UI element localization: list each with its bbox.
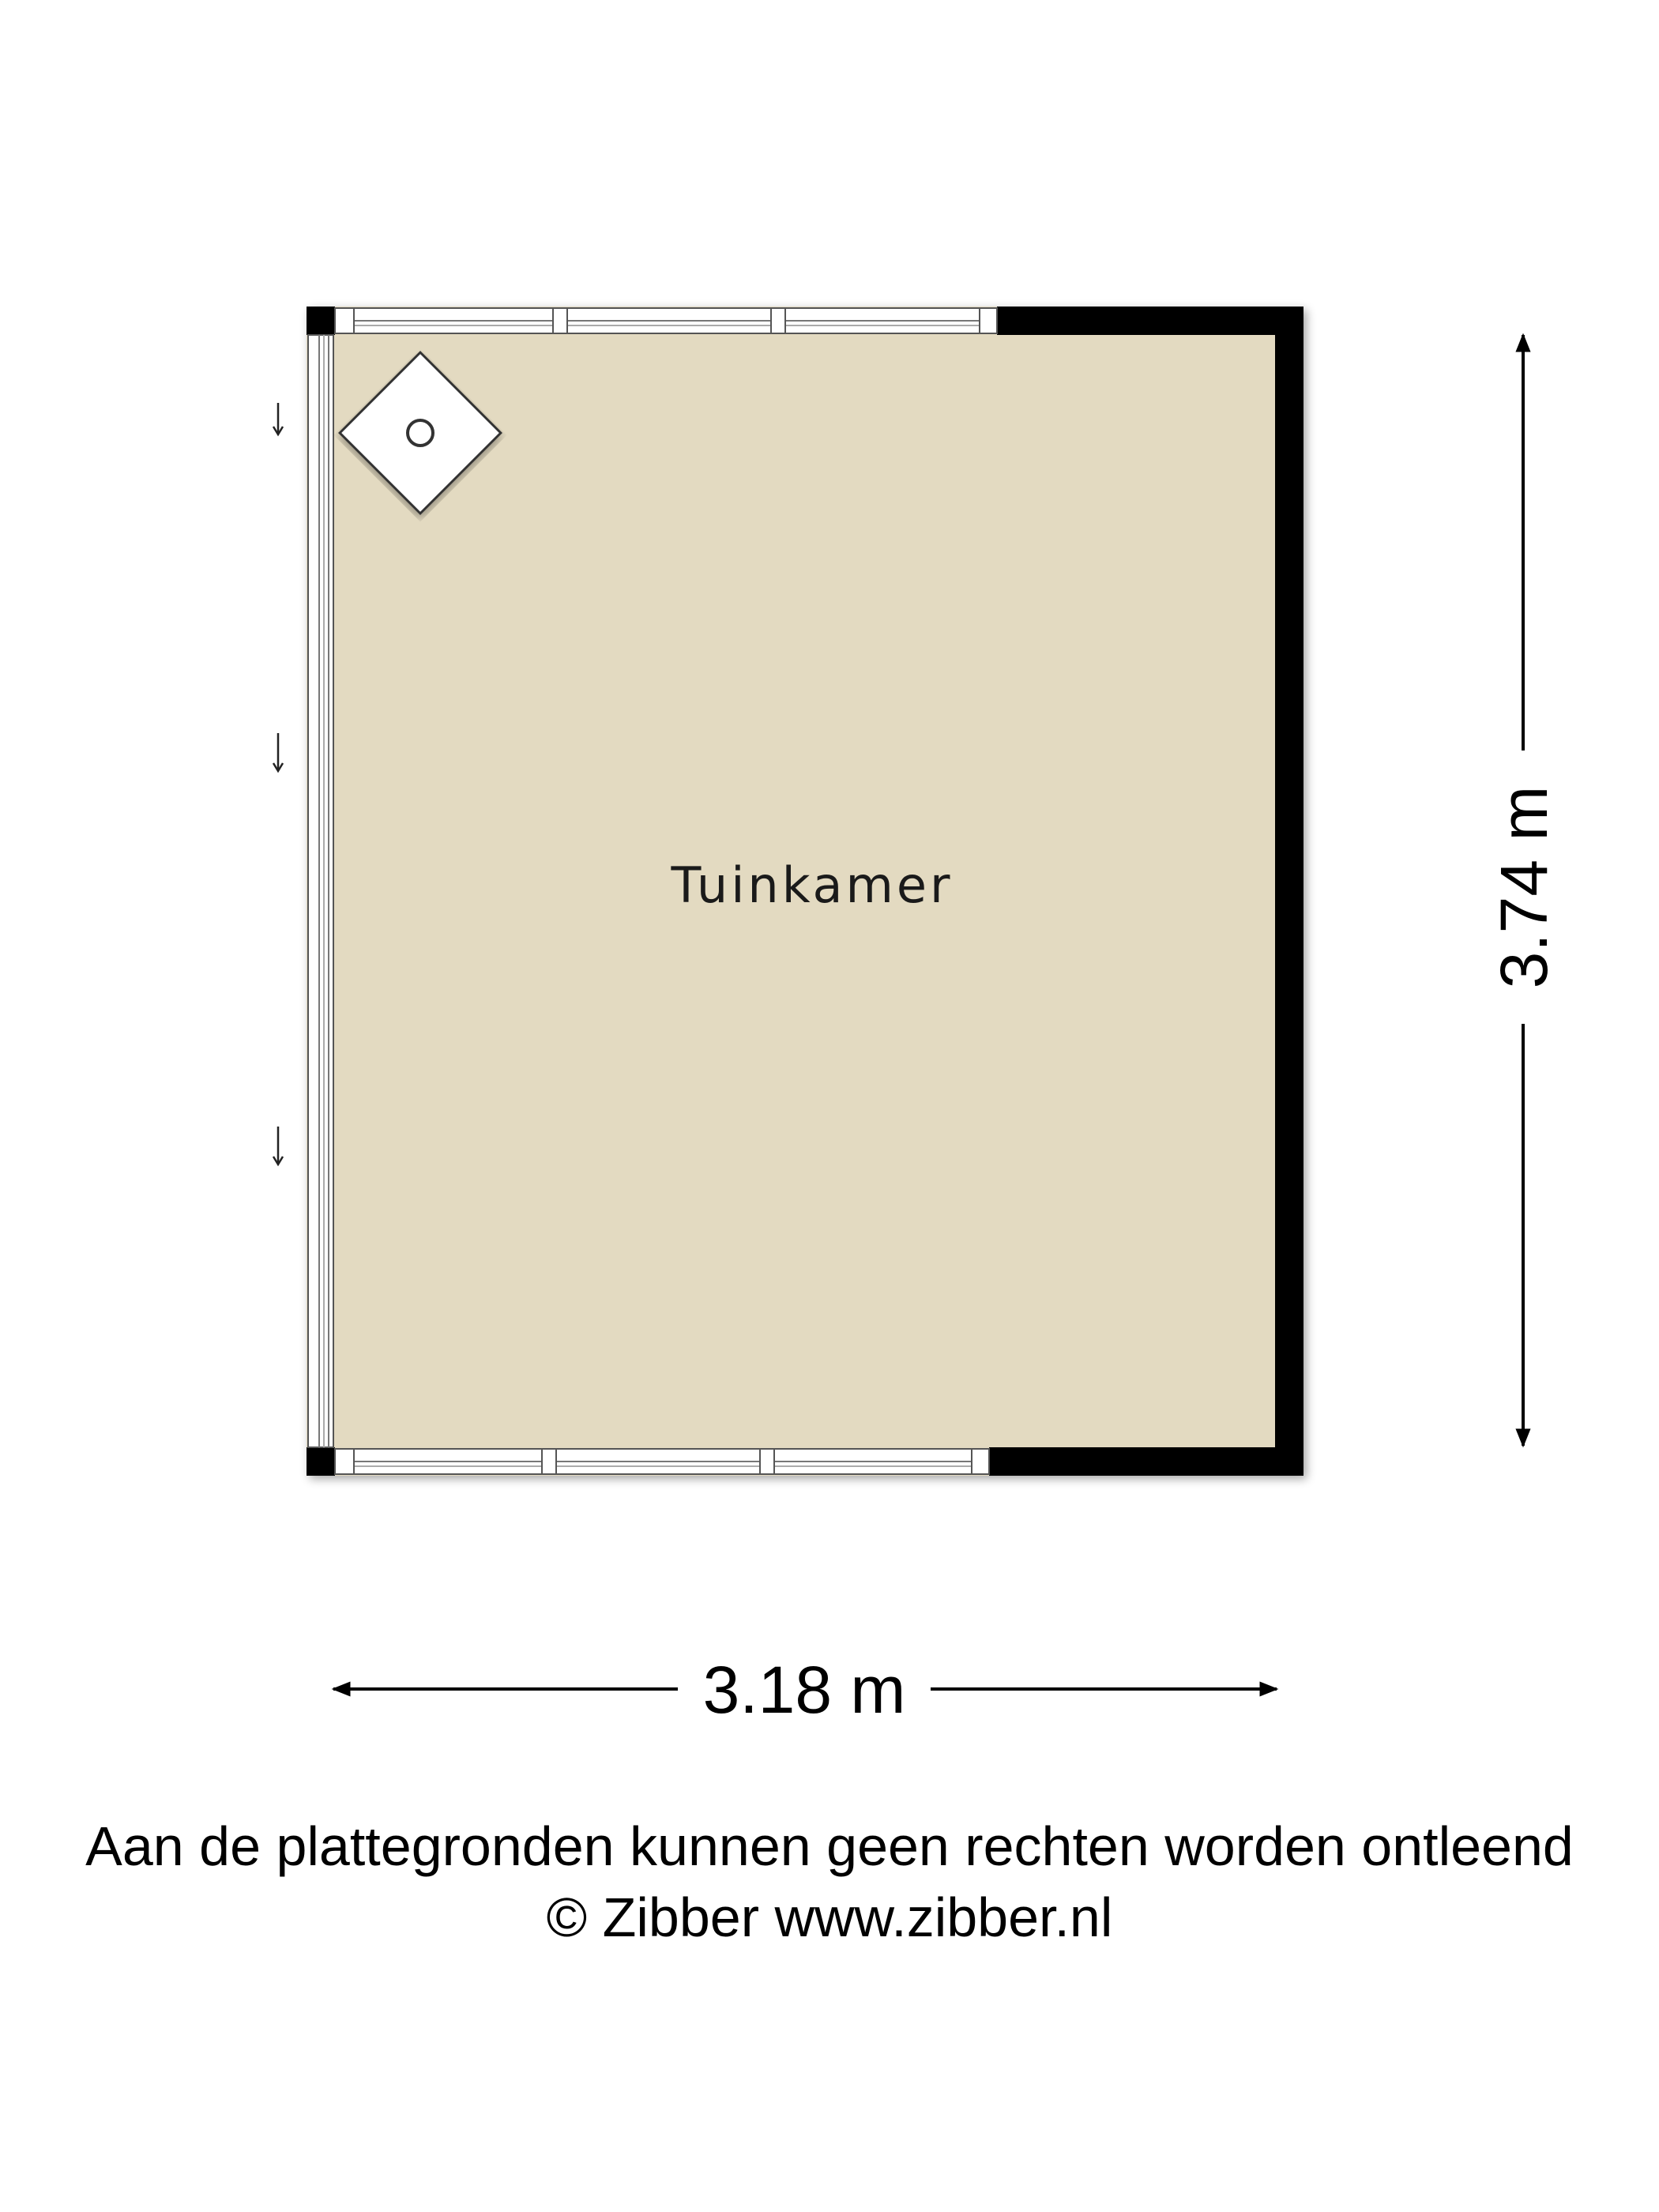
wall-bottom-right <box>989 1447 1304 1476</box>
down-arrow-icon <box>273 1127 283 1164</box>
room-label: Tuinkamer <box>671 856 954 914</box>
copyright-text: © Zibber www.zibber.nl <box>546 1887 1113 1948</box>
wall-corner-top-left <box>307 307 335 335</box>
width-dimension <box>333 1653 1277 1727</box>
wall-corner-bottom-left <box>307 1447 335 1476</box>
height-dimension <box>1487 335 1561 1446</box>
disclaimer-text: Aan de plattegronden kunnen geen rechten worden ontleend <box>85 1815 1574 1877</box>
down-arrow-icon <box>273 733 283 771</box>
window-top <box>335 308 997 333</box>
window-bottom <box>335 1449 989 1474</box>
wall-right <box>1275 307 1304 1476</box>
height-label: 3.74 m <box>1487 785 1561 989</box>
sliding-door-left <box>308 335 333 1447</box>
width-label: 3.18 m <box>702 1653 906 1727</box>
down-arrow-icon <box>273 403 283 434</box>
wall-top-right <box>997 307 1304 335</box>
